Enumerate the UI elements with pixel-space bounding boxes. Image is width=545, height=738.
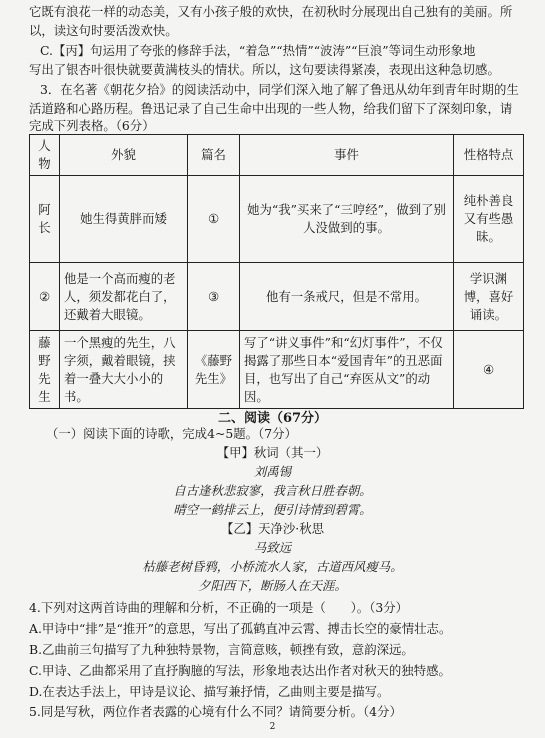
table-cell: 她生得黄胖而矮 [60,176,188,263]
option-c: C.甲诗、乙曲都采用了直抒胸臆的写法，形象地表达出作者对秋天的独特感。 [29,663,451,678]
header-cell: 事件 [240,135,454,176]
table-header-row [30,135,524,176]
table-cell: 一个黑瘦的先生，八字须，戴着眼镜，挟着一叠大大小小的书。 [60,331,188,409]
text-line: 完成下列表格。（6分） [29,118,155,133]
reading-intro: （一）阅读下面的诗歌，完成4~5题。（7分） [46,426,297,441]
table-cell: 他有一条戒尺，但是不常用。 [240,263,454,331]
text-line: 它既有浪花一样的动态美，又有小孩子般的欢快，在初秋时分展现出自己独有的美丽。所 [29,4,513,19]
table-cell: 他是一个高而瘦的老人，须发都花白了，还戴着大眼镜。 [60,263,188,331]
text-line: C.【丙】句运用了夸张的修辞手法，“着急”“热情”“波涛”“巨浪”等词生动形象地 [40,43,476,58]
poem-line: 晴空一鹤排云上，便引诗情到碧霄。 [173,502,372,517]
table-cell: 写了“讲义事件”和“幻灯事件”，不仅揭露了那些日本“爱国青年”的丑恶面目，也写出了自己“弃医从文”的动因。 [240,331,454,409]
text-line: 写出了银杏叶很快就要黄满枝头的情状。所以，这句要读得紧凑，表现出这种急切感。 [29,62,500,77]
table-cell: ① [188,176,240,263]
option-a: A.甲诗中“排”是“推开”的意思，写出了孤鹤直冲云霄、搏击长空的豪情壮志。 [29,621,452,636]
poem-line: 枯藤老树昏鸦，小桥流水人家，古道西风瘦马。 [142,559,403,574]
table-cell: 她为“我”买来了“三哼经”，做到了别人没做到的事。 [240,176,454,263]
poem-b-author: 马致远 [253,540,292,555]
poem-a-author: 刘禹锡 [253,464,292,479]
poem-line: 夕阳西下，断肠人在天涯。 [198,578,347,593]
table-row [30,176,524,263]
option-b: B.乙曲前三句描写了九种独特景物，言简意赅，顿挫有致，意韵深远。 [29,642,414,657]
poem-line: 自古逢秋悲寂寥，我言秋日胜春朝。 [173,483,372,498]
page-number: 2 [269,722,276,732]
table-cell: 《藤野先生》 [188,331,240,409]
header-cell: 外貌 [60,135,188,176]
section-title: 二、阅读（67分） [217,411,328,426]
header-cell: 性格特点 [454,135,524,176]
table-cell: 藤野先生 [30,331,60,409]
table-cell: ③ [188,263,240,331]
question-4-stem: 4.下列对这两首诗曲的理解和分析，不正确的一项是（ ）。（3分） [29,600,409,615]
question-3-stem: 3．在名著《朝花夕拾》的阅读活动中，同学们深入地了解了鲁迅从幼年到青年时期的生 [40,82,519,97]
character-table [29,134,524,409]
header-cell: 篇名 [188,135,240,176]
table-row [30,263,524,331]
table-cell: ② [30,263,60,331]
table-cell: ④ [454,331,524,409]
poem-b-title: 【乙】天净沙·秋思 [220,521,325,536]
header-cell: 人物 [30,135,60,176]
question-5: 5.同是写秋，两位作者表露的心境有什么不同？请简要分析。（4分） [29,704,402,719]
table-row [30,331,524,409]
option-d: D.在表达手法上，甲诗是议论、描写兼抒情，乙曲则主要是描写。 [29,684,390,699]
table-cell: 纯朴善良又有些愚昧。 [454,176,524,263]
poem-a-title: 【甲】秋词（其一） [216,445,329,460]
table-cell: 学识渊博，喜好诵读。 [454,263,524,331]
text-line: 活道路和心路历程。鲁迅记录了自己生命中出现的一些人物，给我们留下了深刻印象，请 [29,101,513,116]
table-cell: 阿长 [30,176,60,263]
text-line: 以，读这句时要活泼欢快。 [29,23,178,38]
